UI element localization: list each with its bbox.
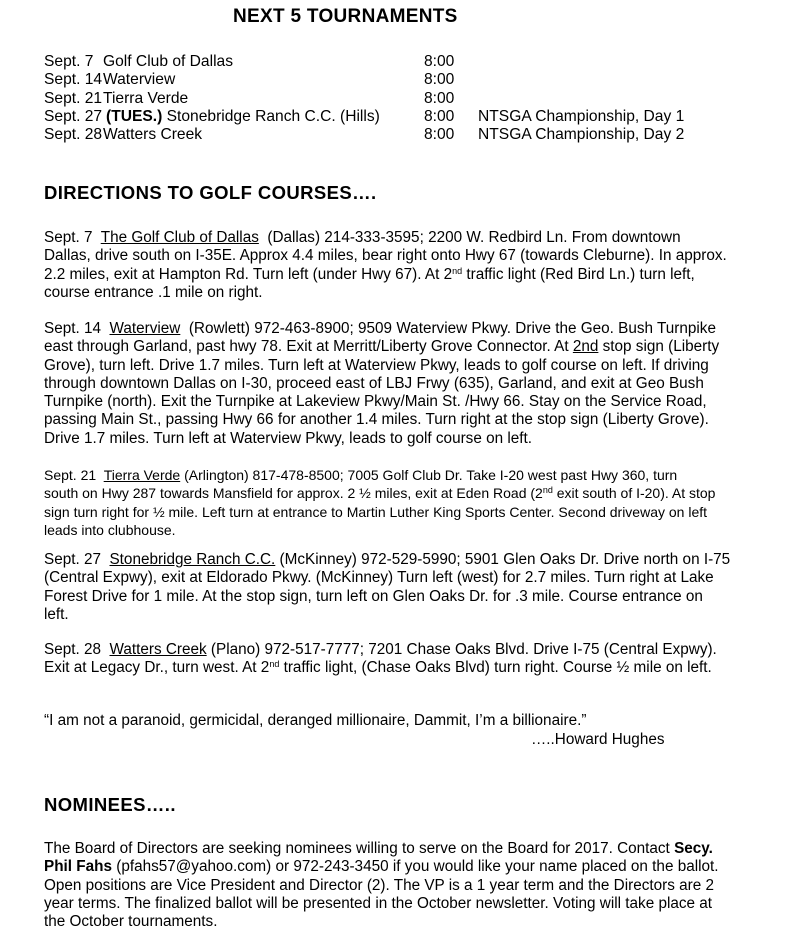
contact-title: Secy. xyxy=(674,840,713,857)
course-name: Stonebridge Ranch C.C. xyxy=(109,551,276,568)
superscript: nd xyxy=(452,265,463,276)
schedule-course-group xyxy=(106,108,380,126)
superscript: nd xyxy=(269,659,280,670)
schedule-time: 8:00 xyxy=(424,89,455,107)
quote-author: …..Howard Hughes xyxy=(531,731,665,748)
course-name: Waterview xyxy=(109,320,181,337)
contact-name: Phil Fahs xyxy=(44,858,112,876)
schedule-time: 8:00 xyxy=(424,126,455,144)
schedule-course: Watters Creek xyxy=(103,126,203,144)
direction-text: through downtown Dallas on I-30, proceed east of LBJ Frwy (635), Garland, and exit at Geo Bush xyxy=(44,374,704,392)
schedule-time: 8:00 xyxy=(424,107,455,125)
direction-text: (Arlington) 817-478-8500; 7005 Golf Club Dr. Take I-20 west past Hwy 360, turn xyxy=(180,467,678,483)
direction-date: Sept. 14 xyxy=(44,320,101,337)
directions-tierra-verde xyxy=(44,466,774,539)
direction-text: stop sign (Liberty xyxy=(598,338,720,356)
nominees-line: The Board of Directors are seeking nominees willing to serve on the Board for 2017. Contact xyxy=(44,840,675,857)
schedule-date: Sept. 14 xyxy=(44,71,103,89)
nominees-line: the October tournaments. xyxy=(44,913,218,931)
schedule-course: Stonebridge Ranch C.C. (Hills) xyxy=(166,107,380,125)
directions-golf-club-of-dallas xyxy=(44,229,774,302)
direction-text: exit south of I-20). At stop xyxy=(552,485,716,502)
schedule-date: Sept. 28 xyxy=(44,126,103,144)
nominees-heading: NOMINEES….. xyxy=(44,794,176,815)
direction-text: sign turn right for ½ mile. Left turn at entrance to Martin Luther King Sports Center. Second driveway on left xyxy=(44,503,708,520)
direction-text: passing Main St., passing Hwy 66 for another 1.4 miles. Turn right at the stop sign (Liberty Grove). xyxy=(44,411,709,429)
direction-text: (Dallas) 214-333-3595; 2200 W. Redbird Ln. From downtown xyxy=(267,229,681,246)
direction-text: (Plano) 972-517-7777; 7201 Chase Oaks Blvd. Drive I-75 (Central Expwy). xyxy=(206,641,717,658)
direction-date: Sept. 21 xyxy=(44,467,97,483)
course-name: The Golf Club of Dallas xyxy=(100,229,259,246)
course-name: Watters Creek xyxy=(109,641,207,658)
directions-waterview xyxy=(44,320,774,448)
schedule-course: Waterview xyxy=(103,71,176,89)
nominees-text xyxy=(44,840,774,931)
direction-text: east through Garland, past hwy 78. Exit at Merritt/Liberty Grove Connector. At xyxy=(44,338,573,356)
quote-text: “I am not a paranoid, germicidal, deranged millionaire, Dammit, I’m a billionaire.” xyxy=(44,712,587,729)
direction-text: Drive 1.7 miles. Turn left at Waterview Pkwy, leads to golf course on left. xyxy=(44,429,532,447)
direction-text: traffic light (Red Bird Ln.) turn left, xyxy=(462,265,695,283)
direction-text: (Rowlett) 972-463-8900; 9509 Waterview Pkwy. Drive the Geo. Bush Turnpike xyxy=(188,320,716,337)
schedule-note: NTSGA Championship, Day 2 xyxy=(478,126,685,144)
direction-text: south on Hwy 287 towards Mansfield for approx. 2 ½ miles, exit at Eden Road (2 xyxy=(44,485,543,502)
schedule-time: 8:00 xyxy=(424,53,455,70)
schedule-day: (TUES.) xyxy=(106,107,163,125)
nominees-line: year terms. The finalized ballot will be presented in the October newsletter. Voting will take place at xyxy=(44,894,713,912)
direction-text: Exit at Legacy Dr., turn west. At 2 xyxy=(44,659,270,677)
direction-text: left. xyxy=(44,605,69,623)
page-title: NEXT 5 TOURNAMENTS xyxy=(233,6,458,27)
direction-text: Turnpike (north). Exit the Turnpike at Lakeview Pkwy/Main St. /Hwy 66. Stay on the Service Road, xyxy=(44,393,707,411)
direction-text: leads into clubhouse. xyxy=(44,521,176,538)
direction-date: Sept. 7 xyxy=(44,229,93,246)
direction-text: (McKinney) 972-529-5990; 5901 Glen Oaks Dr. Drive north on I-75 xyxy=(275,551,731,568)
schedule-time: 8:00 xyxy=(424,71,455,89)
schedule-course: Tierra Verde xyxy=(103,89,189,107)
direction-text: Grove), turn left. Drive 1.7 miles. Turn left at Waterview Pkwy, leads to golf course on left. If driving xyxy=(44,356,709,374)
directions-heading: DIRECTIONS TO GOLF COURSES…. xyxy=(44,182,377,203)
schedule-note: NTSGA Championship, Day 1 xyxy=(478,107,685,125)
directions-watters-creek xyxy=(44,641,774,678)
schedule-date: Sept. 21 xyxy=(44,89,103,107)
direction-text: Dallas, drive south on I-35E. Approx 4.4 miles, bear right onto Hwy 67 (towards Cleburne). In approx. xyxy=(44,247,727,265)
direction-text: Forest Drive for 1 mile. At the stop sign, turn left on Glen Oaks Dr. for .3 mile. Course entrance on xyxy=(44,587,703,605)
underlined-text: 2nd xyxy=(572,338,599,356)
superscript: nd xyxy=(542,485,553,496)
nominees-line: Open positions are Vice President and Director (2). The VP is a 1 year term and the Directors are 2 xyxy=(44,876,714,894)
direction-date: Sept. 28 xyxy=(44,641,101,658)
nominees-line: (pfahs57@yahoo.com) or 972-243-3450 if you would like your name placed on the ballot. xyxy=(112,858,719,876)
course-name: Tierra Verde xyxy=(103,467,181,483)
direction-text: (Central Expwy), exit at Eldorado Pkwy. (McKinney) Turn left (west) for 2.7 miles. Turn right at Lake xyxy=(44,569,714,587)
direction-text: traffic light, (Chase Oaks Blvd) turn right. Course ½ mile on left. xyxy=(279,659,712,677)
direction-text: 2.2 miles, exit at Hampton Rd. Turn left (under Hwy 67). At 2 xyxy=(44,265,453,283)
direction-text: course entrance .1 mile on right. xyxy=(44,283,263,301)
directions-stonebridge-ranch xyxy=(44,551,774,624)
schedule-date: Sept. 7 xyxy=(44,53,94,70)
schedule-date: Sept. 27 xyxy=(44,107,103,125)
direction-date: Sept. 27 xyxy=(44,551,101,568)
schedule-course: Golf Club of Dallas xyxy=(103,53,234,70)
